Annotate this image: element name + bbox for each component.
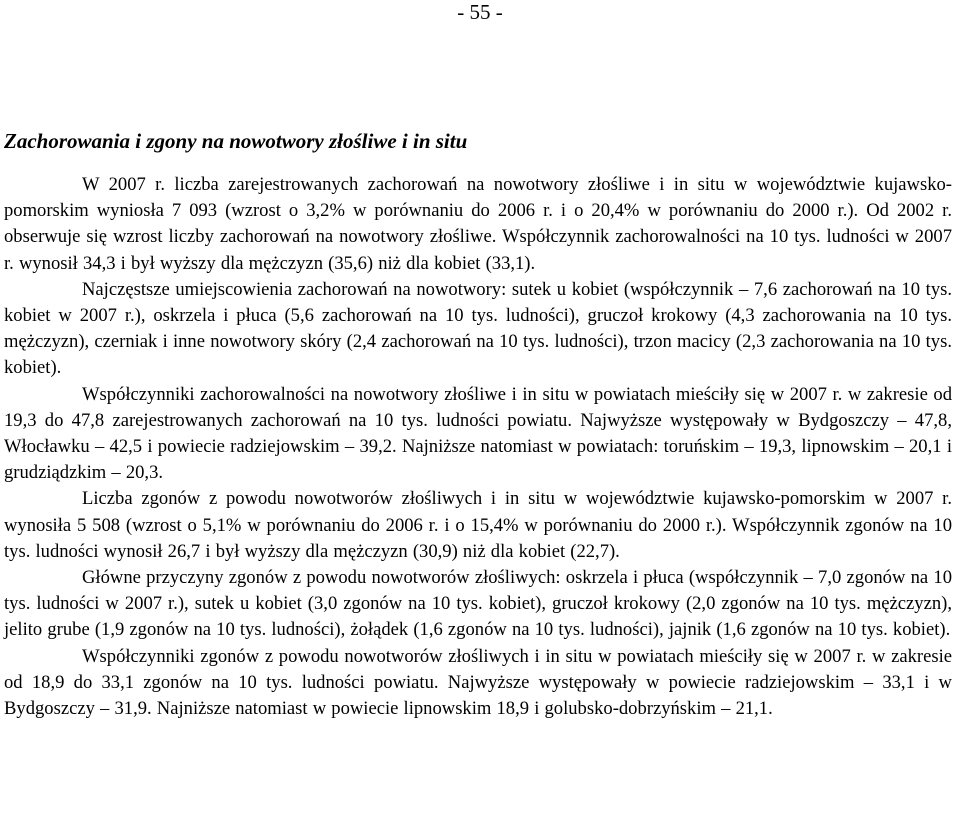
paragraph-incidence-counties: Współczynniki zachorowalności na nowotwory złośliwe i in situ w powiatach mieściły się w 2007 r. w zakresie od 19,3 do 47,8 zarejestrowanych zachorowań na 10 tys. ludności powiatu. Najwyższe występowały w Bydgoszczy – 47,8, Włocławku – 42,5 i powiecie radziejowskim – 39,2. Najniższe natomiast w powiatach: toruńskim – 19,3, lipnowskim – 20,1 i grudziądzkim – 20,3. xyxy=(4,383,952,484)
paragraph-deaths-counties: Współczynniki zgonów z powodu nowotworów złośliwych i in situ w powiatach mieściły się w 2007 r. w zakresie od 18,9 do 33,1 zgonów na 10 tys. ludności powiatu. Najwyższe występowały w powiecie radziejowskim – 33,1 i w Bydgoszczy – 31,9. Najniższe natomiast w powiecie lipnowskim 18,9 i golubsko-dobrzyńskim – 21,1. xyxy=(4,645,952,720)
paragraph-deaths-causes: Główne przyczyny zgonów z powodu nowotworów złośliwych: oskrzela i płuca (współczynnik – 7,0 zgonów na 10 tys. ludności w 2007 r.), sutek u kobiet (3,0 zgonów na 10 tys. kobiet), gruczoł krokowy (2,0 zgonów na 10 tys. mężczyzn), jelito grube (1,9 zgonów na 10 tys. ludności), żołądek (1,6 zgonów na 10 tys. ludności), jajnik (1,6 zgonów na 10 tys. kobiet). xyxy=(4,567,952,641)
body-text xyxy=(4,172,952,722)
paragraph-deaths-total: Liczba zgonów z powodu nowotworów złośliwych i in situ w województwie kujawsko-pomorskim w 2007 r. wynosiła 5 508 (wzrost o 5,1% w porównaniu do 2006 r. i o 15,4% w porównaniu do 2000 r.). Współczynnik zgonów na 10 tys. ludności wynosił 26,7 i był wyższy dla mężczyzn (30,9) niż dla kobiet (22,7). xyxy=(4,488,952,562)
paragraph-incidence-sites: Najczęstsze umiejscowienia zachorowań na nowotwory: sutek u kobiet (współczynnik – 7,6 zachorowań na 10 tys. kobiet w 2007 r.), oskrzela i płuca (5,6 zachorowań na 10 tys. ludności), gruczoł krokowy (4,3 zachorowania na 10 tys. mężczyzn), czerniak i inne nowotwory skóry (2,4 zachorowań na 10 tys. ludności), trzon macicy (2,3 zachorowania na 10 tys. kobiet). xyxy=(4,278,952,379)
section-heading: Zachorowania i zgony na nowotwory złośliwe i in situ xyxy=(4,129,468,153)
page-number: - 55 - xyxy=(457,0,503,24)
paragraph-incidence-total: W 2007 r. liczba zarejestrowanych zachorowań na nowotwory złośliwe i in situ w województwie kujawsko-pomorskim wyniosła 7 093 (wzrost o 3,2% w porównaniu do 2006 r. i o 20,4% w porównaniu do 2000 r.). Od 2002 r. obserwuje się wzrost liczby zachorowań na nowotwory złośliwe. Współczynnik zachorowalności na 10 tys. ludności w 2007 r. wynosił 34,3 i był wyższy dla mężczyzn (35,6) niż dla kobiet (33,1). xyxy=(4,174,952,274)
